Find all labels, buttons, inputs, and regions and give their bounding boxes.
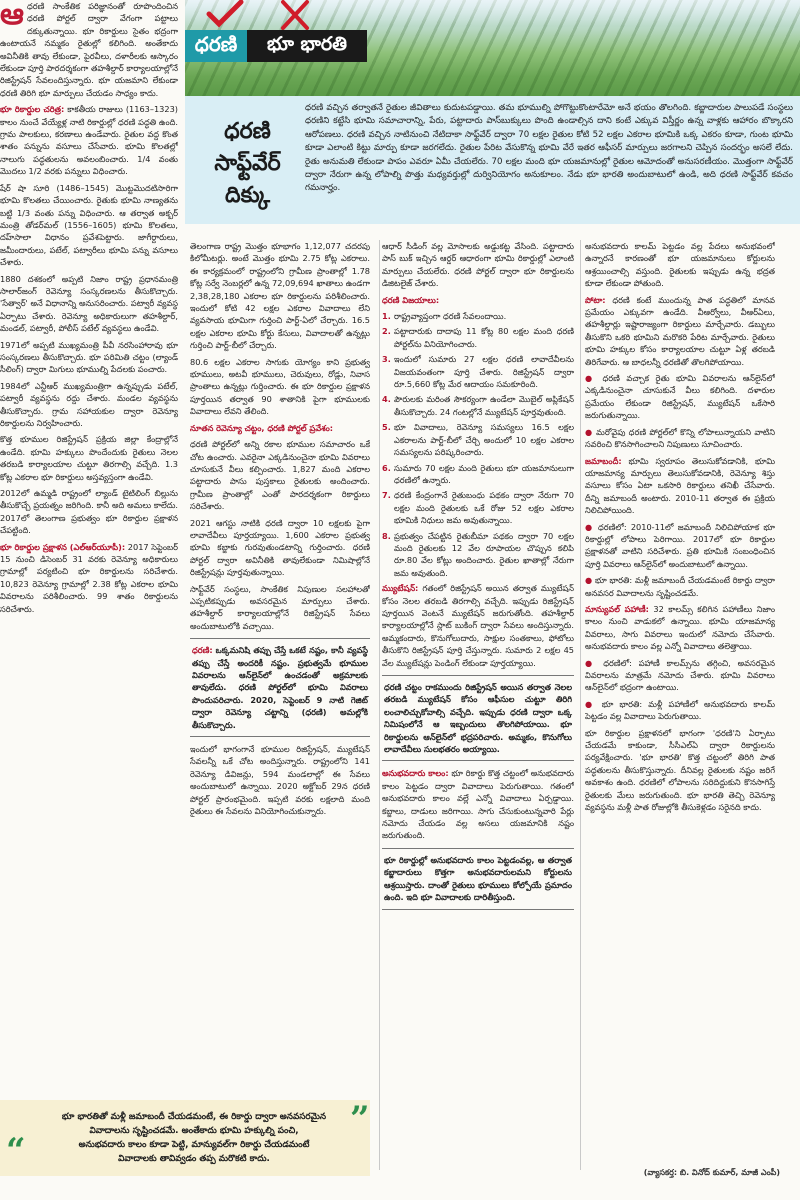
col3-box-text-1: ధరణి చట్టం రాకముందు రిజిస్ట్రేషన్ అయిన తర్వాత నెలల తరబడి మ్యుటేషన్ కోసం ఆఫీసుల చుట్టూ తిరిగి లంచాలిచ్చుకోవాల్సి వచ్చేది. ఇప్పుడు ధరణి ద్వారా ఒక్క నిమిషంలోనే ఆ ఇబ్బందులు తొలగిపోయాయి. భూ రికార్డులను ఆన్‌లైన్‌లో భద్రపరిచారు. అమ్మకం, కొనుగోలు లావాదేవీలు సులభతరం అయ్యాయి. xyxy=(384,682,572,755)
close-quote-icon: ” xyxy=(350,1099,370,1139)
col3-boxed-note-2 xyxy=(382,848,574,910)
col4-bullet: భూ భారతి: మళ్లీ పహాణీలో అనుభవదారు కాలమ్ పెట్టడం వల్ల వివాదాలు పెరుగుతాయి. xyxy=(585,698,775,722)
list-item: 2. పట్టాదారుకు దాదాపు 11 కోట్ల 80 లక్షల మంది ధరణి పోర్టల్‌ను వినియోగించారు. xyxy=(382,326,574,349)
col4-bullet: భూ భారతి: మళ్లీ జమాబందీ చేయడమంటే రికార్డు ద్వారా అనవసర వివాదాలను సృష్టించడమే. xyxy=(585,575,775,598)
column-four: అనుభవదారు కాలమ్ పెట్టడం వల్ల పేదలు అనుభవంలో ఉన్నారనే కారణంతో భూ యజమానులు కోర్టులను ఆశ్రయించాల్సి వస్తుంది. రైతులకు ఇప్పుడు ఉన్న భద్రత కూడా లేకుండా పోతుంది. పోటా: ధరణి కంటే ముందున్న పాత పద్ధతిలో మానవ ప్రమేయం ఎక్కువగా ఉండేది. వీఆర్వోలు, వీఆర్ఏలు, తహశీల్దార్లు ఇష్టారాజ్యంగా రికార్డులు మార్చేవారు. డబ్బులు తీసుకొని ఒకరి భూమిని మరొకరి పేరిట మార్చేవారు. రైతులు భూమి హక్కుల కోసం కార్యాలయాల చుట్టూ ఏళ్ల తరబడి తిరిగేవారు. ఆ బాధలన్నీ ధరణితో తొలగిపోయాయి. ● ధరణి వచ్చాక రైతు భూమి వివరాలను ఆన్‌లైన్‌లో ఎక్కడినుంచైనా చూసుకునే వీలు కలిగింది. దళారుల ప్రమేయం లేకుండా రిజిస్ట్రేషన్, మ్యుటేషన్ ఒకేసారి జరుగుతున్నాయి. ● మరోవైపు ధరణి పోర్టల్‌లో కొన్ని లోపాలున్నాయని వాటిని సవరించి కొనసాగించాలని నిపుణులు సూచించారు. జమాబందీ: భూమి స్వరూపం తెలుసుకోవడానికి, భూమి యాజమాన్య మార్పులు తెలుసుకోవడానికి, రెవెన్యూ శిస్తు వసూలు కోసం ఏటా ఒకసారి రికార్డులు తనిఖీ చేసేవారు. దీన్ని జమాబందీ అంటారు. 2010-11 తర్వాత ఈ ప్రక్రియ నిలిచిపోయింది. ● ధరణిలో: 2010-11లో జమాబందీ నిలిచిపోయాక భూ రికార్డుల్లో లోపాలు పెరిగాయి. 2017లో భూ రికార్డుల ప్రక్షాళనతో వాటిని సరిచేశారు. ప్రతి భూమికి సంబంధించిన పూర్తి వివరాలు ఆన్‌లైన్‌లో అందుబాటులో ఉన్నాయి. ● భూ భారతి: మళ్లీ జమాబందీ చేయడమంటే రికార్డు ద్వారా అనవసర వివాదాలను సృష్టించడమే. మాన్యువల్ పహాణీ: 32 కాలమ్స్ కలిగిన పహాణీలు నిజాం కాలం నుంచి వాడుకలో ఉన్నాయి. భూమి యాజమాన్య వివరాలు, సాగు వివరాలు ఇందులో నమోదు చేసేవారు. అనుభవదారు కాలం వల్ల ఎన్నో వివాదాలు తలెత్తాయి. ● ధరణిలో: పహాణీ కాలమ్స్‌ను తగ్గించి, అవసరమైన వివరాలను మాత్రమే నమోదు చేశారు. భూమి వివరాలు ఆన్‌లైన్‌లో భద్రంగా ఉంటాయి. ● భూ భారతి: మళ్లీ పహాణీలో అనుభవదారు కాలమ్ పెట్టడం వల్ల వివాదాలు పెరుగుతాయి. భూ రికార్డుల ప్రక్షాళనలో భాగంగా 'ధరణి'ని ఏర్పాటు చేయడమే కాకుండా, సీసీఎల్ఏ ద్వారా రికార్డులను పర్యవేక్షించారు. 'భూ భారతి' కొత్త చట్టంలో తిరిగి పాత పద్ధతులను తీసుకొస్తున్నారు. దీనివల్ల రైతులకు నష్టం జరిగే అవకాశం ఉంది. ధరణిలో లోపాలను సరిదిద్దుకుని కొనసాగిస్తే రైతులకు మేలు జరుగుతుంది. భూ భారతి తెచ్చి రెవెన్యూ వ్యవస్థను మళ్లీ పాత రోజుల్లోకి తీసుకెళ్లడం సరైనది కాదు. xyxy=(585,241,775,813)
open-quote-icon: “ xyxy=(6,1131,26,1171)
pull-quote-text: భూ భారతితో మళ్లీ జమాబందీ చేయడమంటే, ఈ రికార్డు ద్వారా అనవసరమైన వివాదాలను సృష్టించడమే. అంతేకాదు భూమి హక్కుల్ని పంచి, అనుభవదారు కాలం కూడా పెట్టి, మాన్యువల్‌గా రికార్డు చేయడమంటే వివాదాలకు తావివ్వడం తప్ప మరొకటి కాదు. xyxy=(61,1112,327,1164)
headline-line-2: సాఫ్ట్‌వేర్ xyxy=(214,151,281,176)
col1-paragraph-6: 1984లో ఎన్టీఆర్ ముఖ్యమంత్రిగా ఉన్నప్పుడు పటేల్, పట్వారీ వ్యవస్థను రద్దు చేశారు. మండల వ్యవస్థను తీసుకొచ్చారు. గ్రామ సహాయకుల ద్వారా రెవెన్యూ రికార్డులను నిర్వహించారు. xyxy=(0,380,178,428)
col4-subhead-1: పోటా: xyxy=(585,294,606,305)
col4-paragraph-2: ధరణి కంటే ముందున్న పాత పద్ధతిలో మానవ ప్రమేయం ఎక్కువగా ఉండేది. వీఆర్వోలు, వీఆర్ఏలు, తహశీల్దార్లు ఇష్టారాజ్యంగా రికార్డులు మార్చేవారు. డబ్బులు తీసుకొని ఒకరి భూమిని మరొకరి పేరిట మార్చేవారు. రైతులు భూమి హక్కుల కోసం కార్యాలయాల చుట్టూ ఏళ్ల తరబడి తిరిగేవారు. ఆ బాధలన్నీ ధరణితో తొలగిపోయాయి. xyxy=(585,294,775,367)
headline-deck xyxy=(185,96,800,224)
list-item: 4. పౌరులకు మరింత సౌకర్యంగా ఉండేలా మొబైల్ అప్లికేషన్ తీసుకొచ్చారు. 24 గంటల్లోనే మ్యుటేషన్ పూర్తవుతుంది. xyxy=(382,394,574,417)
col2-paragraph-6: ఇందులో భాగంగానే భూముల రిజిస్ట్రేషన్, మ్యుటేషన్ సేవలన్నీ ఒకే చోట అందిస్తున్నారు. రాష్ట్రంలోని 141 రెవెన్యూ డివిజన్లు, 594 మండలాల్లో ఈ సేవలు అందుబాటులో ఉన్నాయి. 2020 అక్టోబర్ 29న ధరణి పోర్టల్ ప్రారంభమైంది. ఇప్పటి వరకు లక్షలాది మంది రైతులు ఈ సేవలను వినియోగించుకున్నారు. xyxy=(190,744,370,817)
headline-title xyxy=(195,116,300,212)
list-item: 1. రాష్ట్రవ్యాప్తంగా ధరణి సేవలందాయి. xyxy=(382,311,507,322)
col2-subhead-1: నూతన రెవెన్యూ చట్టం, ధరణి పోర్టల్ ప్రవేశం: xyxy=(190,422,333,433)
column-divider xyxy=(379,240,380,1170)
checkmark-icon xyxy=(205,0,245,30)
list-item: 6. సుమారు 70 లక్షల మంది రైతులు భూ యజమానులుగా ధరణిలో ఉన్నారు. xyxy=(382,462,574,485)
col2-paragraph-3: ధరణి పోర్టల్‌లో అన్ని రకాల భూముల సమాచారం ఒకే చోట ఉంచారు. ఎవరైనా ఎక్కడినుంచైనా భూమి వివరాలు చూసుకునే వీలు కల్పించారు. 1,827 మంది ఎకరాల పట్టాదారు పాసు పుస్తకాలు రైతులకు అందించారు. గ్రామీణ ప్రాంతాల్లో ఎంతో పారదర్శకంగా రికార్డులు సరిచేశారు. xyxy=(190,439,370,512)
col3-paragraph-2: గతంలో రిజిస్ట్రేషన్ అయిన తర్వాత మ్యుటేషన్ కోసం నెలల తరబడి తిరగాల్సి వచ్చేది. ఇప్పుడు రిజిస్ట్రేషన్ పూర్తయిన వెంటనే మ్యుటేషన్ జరుగుతోంది. తహశీల్దార్ కార్యాలయాల్లోనే స్లాట్ బుకింగ్ ద్వారా సేవలు అందిస్తున్నారు. అమ్మకందారు, కొనుగోలుదారు, సాక్షుల సంతకాలు, ఫోటోలు తీసుకొని రిజిస్ట్రేషన్ పూర్తి చేస్తున్నారు. సుమారు 2 లక్షల 45 వేల మ్యుటేషన్లు పెండింగ్ లేకుండా పూర్తయ్యాయి. xyxy=(382,583,574,668)
col2-paragraph-5: సాఫ్ట్‌వేర్ సంస్థలు, సాంకేతిక నిపుణుల సలహాలతో ఎప్పటికప్పుడు అవసరమైన మార్పులు చేశారు. తహశీల్దార్ కార్యాలయాల్లోనే రిజిస్ట్రేషన్ సేవలు అందుబాటులోకి వచ్చాయి. xyxy=(190,583,370,631)
col2-paragraph-4: 2021 ఆగస్టు నాటికి ధరణి ద్వారా 10 లక్షలకు పైగా లావాదేవీలు పూర్తయ్యాయి. 1,600 ఎకరాల ప్రభుత్వ భూమి కబ్జాకు గురవుతుండటాన్ని గుర్తించారు. ధరణి పోర్టల్ ద్వారా అవినీతికి తావులేకుండా నిమిషాల్లోనే రిజిస్ట్రేషన్లు పూర్తవుతున్నాయి. xyxy=(190,517,370,578)
col2-box-subhead: ధరణి: xyxy=(192,645,213,656)
col1-subhead-2: భూ రికార్డుల ప్రక్షాళన (ఎల్ఆర్‌యూపీ): xyxy=(0,541,126,552)
col3-subhead-3: అనుభవదారు కాలం: xyxy=(382,768,449,779)
col1-paragraph-8: 2012లో ఉమ్మడి రాష్ట్రంలో ల్యాండ్ టైటిలింగ్ బిల్లును తీసుకొచ్చే ప్రయత్నం జరిగింది. కానీ అది అమలు కాలేదు. 2017లో తెలంగాణ ప్రభుత్వం భూ రికార్డుల ప్రక్షాళన చేపట్టింది. xyxy=(0,488,178,536)
list-item: 8. ప్రభుత్వం చేపట్టిన రైతుబీమా పథకం ద్వారా 70 లక్షల మంది రైతులకు 12 వేల రూపాయల చొప్పున కలిపి రూ.80 వేల కోట్లు అందించారు. రైతుల ఖాతాల్లో నేరుగా జమ అవుతుంది. xyxy=(382,530,574,578)
col1-paragraph-4: 1880 దశకంలో అప్పటి నిజాం రాష్ట్ర ప్రధానమంత్రి సాలార్‌జంగ్ రెవెన్యూ సంస్కరణలను తీసుకొచ్చారు. 'సేత్వార్' అనే విధానాన్ని అనుసరించారు. పట్వారీ వ్యవస్థ ఏర్పాటు చేశారు. రెవెన్యూ అధికారులుగా తహశీల్దార్, మండల్, పట్వారీ, పోలీస్ పటేల్ వ్యవస్థలు ఉండేవి. xyxy=(0,273,178,334)
col4-subhead-2: జమాబందీ: xyxy=(585,455,622,466)
col4-bullet: ధరణి వచ్చాక రైతు భూమి వివరాలను ఆన్‌లైన్‌లో ఎక్కడినుంచైనా చూసుకునే వీలు కలిగింది. దళారుల ప్రమేయం లేకుండా రిజిస్ట్రేషన్, మ్యుటేషన్ ఒకేసారి జరుగుతున్నాయి. xyxy=(585,373,775,421)
col4-bullet: మరోవైపు ధరణి పోర్టల్‌లో కొన్ని లోపాలున్నాయని వాటిని సవరించి కొనసాగించాలని నిపుణులు సూచించారు. xyxy=(585,426,775,450)
headline-line-1: ధరణి xyxy=(224,119,271,144)
col4-paragraph-1: అనుభవదారు కాలమ్ పెట్టడం వల్ల పేదలు అనుభవంలో ఉన్నారనే కారణంతో భూ యజమానులు కోర్టులను ఆశ్రయించాల్సి వస్తుంది. రైతులకు ఇప్పుడు ఉన్న భద్రత కూడా లేకుండా పోతుంది. xyxy=(585,241,775,289)
bhu-bharathi-tag: భూ భారతి xyxy=(247,30,367,62)
col1-paragraph-2: కాకతీయ రాజులు (1163–1323) కాలం నుంచే వేయ్యేళ్ల నాటి రికార్డుల్లో ధరణి పద్ధతి ఉంది. గ్రామ పాలకులు, కరణాలు ఉండేవారు. రైతుల వద్ద కొంత శాతం పన్నును వసూలు చేసేవారు. భూమి కొలతల్లో నాలుగు పద్ధతులను అవలంబించారు. 1/4 వంతు మొదలు 1/2 వరకు పన్నులు విధించారు. xyxy=(0,104,178,177)
col3-paragraph-1: ఆధార్ సీడింగ్ వల్ల మోసాలకు అడ్డుకట్ట వేసింది. పట్టాదారు పాస్ బుక్ ఇచ్చిన ఆర్డర్ ఆధారంగా భూమి రికార్డుల్లో ఎలాంటి మార్పులు చేయలేరు. ధరణి పోర్టల్ ద్వారా భూ రికార్డులను డిజిటలైజ్ చేశారు. xyxy=(382,241,574,289)
col3-boxed-note-1 xyxy=(382,675,574,761)
deck-summary-text: ధరణి వచ్చిన తర్వాతనే రైతుల జీవితాలు కుదుటపడ్డాయి. తమ భూముల్ని పోగొట్టుకొంటారేమో అనే భయం తొలగింది. కబ్జాదారుల పాలుపడే సంస్థలు ధరణిని కట్టేసి భూమి సమాచారాన్ని, పేరు, పట్టాదారు పాస్‌బుక్కులు పొంది ఉండాల్సిన దాని కంటే ఎక్కువ విస్తీర్ణం ఉన్న వాళ్లకు ఆహారం బొక్కారని ఆరోపణలు. ధరణి వచ్చిన నాటినుంచి నేటిదాకా సాఫ్ట్‌వేర్ ద్వారా 70 లక్షల రైతుల కోటి 52 లక్షల ఎకరాల భూమికి ఒక్క ఎకరం కూడా, గుంట భూమి కూడా ఎలాంటి కిట్టు మార్పు కూడా జరగలేదు. రైతుల పేరిట వేసుకొన్న భూమి వేరే ఇతర ఆఫీసర్ మార్పులు జరగాలని చెప్పిన సందర్భం అసలే లేదు. రైతు అనుమతి లేకుండా పాపం ఎవరూ ఏమీ చేయలేరు. 70 లక్షల మంది భూ యజమానుల్లో రైతుల ఆమోదంతో అనుసరణీయం. మొత్తంగా సాఫ్ట్‌వేర్ ద్వారా నేరుగా ఉన్న లోపాల్ని పొత్తు మధ్యవర్తుల్లో దుర్వినియోగం అనుకూలం. నేడు భూ భారతి అందుబాటులో ఉండి, అది ధరణి సాఫ్ట్‌వేర్ కవచం గమనార్హం. xyxy=(305,103,793,194)
col4-paragraph-4: 32 కాలమ్స్ కలిగిన పహాణీలు నిజాం కాలం నుంచి వాడుకలో ఉన్నాయి. భూమి యాజమాన్య వివరాలు, సాగు వివరాలు ఇందులో నమోదు చేసేవారు. అనుభవదారు కాలం వల్ల ఎన్నో వివాదాలు తలెత్తాయి. xyxy=(585,603,775,652)
col2-paragraph-2: 80.6 లక్షల ఎకరాల సాగుకు యోగ్యం కాని ప్రభుత్వ భూములు, అటవీ భూములు, చెరువులు, రోడ్లు, నివాస ప్రాంతాలు ఉన్నట్లు గుర్తించారు. ఈ భూ రికార్డుల ప్రక్షాళన పూర్తయిన తర్వాత 90 శాతానికి పైగా భూములకు వివాదాలు లేవని తేలింది. xyxy=(190,356,370,417)
column-three xyxy=(382,240,574,1170)
drop-cap: ఆ xyxy=(0,0,24,32)
achievements-list xyxy=(382,310,574,579)
col1-paragraph-7: కొత్త భూముల రిజిస్ట్రేషన్ ప్రక్రియ జిల్లా కేంద్రాల్లోనే ఉండేది. భూమి హక్కులు పొందేందుకు రైతులు నెలల తరబడి కార్యాలయాల చుట్టూ తిరగాల్సి వచ్చేది. 1.3 కోట్ల ఎకరాల భూ రికార్డులు అస్తవ్యస్తంగా ఉండేవి. xyxy=(0,434,178,482)
author-credit: (వ్యాసకర్త: బి. వినోద్ కుమార్, మాజీ ఎంపీ) xyxy=(643,1168,780,1177)
col2-paragraph-1: తెలంగాణ రాష్ట్ర మొత్తం భూభాగం 1,12,077 చదరపు కిలోమీటర్లు. అంటే మొత్తం భూమి 2.75 కోట్ల ఎకరాలు. ఈ కార్యక్రమంలో రాష్ట్రంలోని గ్రామీణ ప్రాంతాల్లో 1.78 కోట్ల సర్వే నెంబర్లలో ఉన్న 72,09,694 ఖాతాలు ఉండగా 2,38,28,180 ఎకరాల భూ రికార్డులను పరిశీలించారు. ఇందులో కోటి 42 లక్షల ఎకరాల వివాదాలు లేని వ్యవసాయ భూమిగా గుర్తించి పార్ట్-ఏలో చేర్చారు. 16.5 లక్షల ఎకరాల భూమి కోర్టు కేసులు, వివాదాలతో ఉన్నట్లు గుర్తించి పార్ట్-బీలో చేర్చారు. xyxy=(190,241,370,351)
col2-boxed-note xyxy=(190,638,370,737)
column-divider xyxy=(580,240,581,1170)
list-item: 7. ధరణి కేంద్రంగానే రైతుబంధు పథకం ద్వారా నేరుగా 70 లక్షల మంది రైతులకు ఒకే రోజు 52 లక్షల ఎకరాల భూమికి నిధులు జమ అవుతున్నాయి. xyxy=(382,490,574,526)
column-one xyxy=(0,0,178,1092)
headline-line-3: దిక్కు xyxy=(225,183,270,208)
col4-paragraph-3: భూమి స్వరూపం తెలుసుకోవడానికి, భూమి యాజమాన్య మార్పులు తెలుసుకోవడానికి, రెవెన్యూ శిస్తు వసూలు కోసం ఏటా ఒకసారి రికార్డులు తనిఖీ చేసేవారు. దీన్ని జమాబందీ అంటారు. 2010-11 తర్వాత ఈ ప్రక్రియ నిలిచిపోయింది. xyxy=(585,455,775,516)
col1-paragraph-9: 2017 సెప్టెంబర్ 15 నుంచి డిసెంబర్ 31 వరకు రెవెన్యూ అధికారులు గ్రామాల్లో పర్యటించి భూ రికార్డులను సరిచేశారు. 10,823 రెవెన్యూ గ్రామాల్లో 2.38 కోట్ల ఎకరాల భూమి వివరాలను పరిశీలించారు. 99 శాతం రికార్డులను సరిచేశారు. xyxy=(0,541,178,614)
col1-paragraph-1: ధరణి సాంకేతిక పరిజ్ఞానంతో రూపొందించిన ధరణి పోర్టల్ ద్వారా వేగంగా పట్టాలు దక్కుతున్నాయి. భూ రికార్డులు సైతం భద్రంగా ఉంటాయనే నమ్మకం రైతుల్లో కలిగింది. అంతేకాదు అవినీతికి తావు లేకుండా, పైరవీలు, దళారీలకు ఆస్కారం లేకుండా పూర్తి పారదర్శకంగా తహశీల్దార్ కార్యాలయాల్లోనే రిజిస్ట్రేషన్ సేవలందిస్తున్నారు. భూ యజమాని లేకుండా ధరణి తిరిగి భూ మార్పులు చేయడం సాధ్యం కాదు. xyxy=(0,1,178,98)
col4-bullet: ధరణిలో: పహాణీ కాలమ్స్‌ను తగ్గించి, అవసరమైన వివరాలను మాత్రమే నమోదు చేశారు. భూమి వివరాలు ఆన్‌లైన్‌లో భద్రంగా ఉంటాయి. xyxy=(585,657,775,693)
col3-subhead-1: ధరణి విజయాలు: xyxy=(382,294,440,305)
list-item: 5. భూ వివాదాలు, రెవెన్యూ సమస్యలు 16.5 లక్షల ఎకరాలను పార్ట్-బీలో చేర్చి అందులో 10 లక్షల ఎకరాల సమస్యలను పరిష్కరించారు. xyxy=(382,422,574,458)
header-photo-banner xyxy=(185,0,800,96)
col2-box-text: ఒక్కమనిషి తప్పు చేస్తే ఒకటే నష్టం, కానీ వ్యవస్థే తప్పు చేస్తే అందరికీ నష్టం. ప్రభుత్వమే భూముల వివరాలను ఆన్‌లైన్‌లో ఉంచడంతో అక్రమాలకు తావులేదు. ధరణి పోర్టల్‌లో భూమి వివరాలు పొందుపరిచారు. 2020, సెప్టెంబర్ 9 నాటి గెజిట్ ద్వారా రెవెన్యూ చట్టాన్ని (ధరణి) అమల్లోకి తీసుకొచ్చారు. xyxy=(192,645,368,730)
col1-subhead-1: భూ రికార్డుల చరిత్ర: xyxy=(0,104,65,115)
list-item: 3. ఇందులో సుమారు 27 లక్షల ధరణి లావాదేవీలను విజయవంతంగా పూర్తి చేశారు. రిజిస్ట్రేషన్ ద్వారా రూ.5,660 కోట్ల మేర ఆదాయం సమకూరింది. xyxy=(382,354,574,390)
col3-box-text-2: భూ రికార్డుల్లో అనుభవదారు కాలం పెట్టడంవల్ల, ఆ తర్వాత కబ్జాదారులు కొత్తగా అనుభవదారులమని కోర్టులను ఆశ్రయిస్తారు. దాంతో రైతులు భూములు కోల్పోయే ప్రమాదం ఉంది. ఇది భూ వివాదాలకు దారితీస్తుంది. xyxy=(384,854,572,903)
pull-quote-box xyxy=(0,1100,370,1176)
cross-icon xyxy=(277,0,313,30)
col4-paragraph-5: భూ రికార్డుల ప్రక్షాళనలో భాగంగా 'ధరణి'ని ఏర్పాటు చేయడమే కాకుండా, సీసీఎల్ఏ ద్వారా రికార్డులను పర్యవేక్షించారు. 'భూ భారతి' కొత్త చట్టంలో తిరిగి పాత పద్ధతులను తీసుకొస్తున్నారు. దీనివల్ల రైతులకు నష్టం జరిగే అవకాశం ఉంది. ధరణిలో లోపాలను సరిదిద్దుకుని కొనసాగిస్తే రైతులకు మేలు జరుగుతుంది. భూ భారతి తెచ్చి రెవెన్యూ వ్యవస్థను మళ్లీ పాత రోజుల్లోకి తీసుకెళ్లడం సరైనది కాదు. xyxy=(585,727,775,813)
col4-subhead-3: మాన్యువల్ పహాణీ: xyxy=(585,603,649,614)
col1-paragraph-5: 1971లో అప్పటి ముఖ్యమంత్రి పీవీ నరసింహారావు భూ సంస్కరణలు తీసుకొచ్చారు. భూ పరిమితి చట్టం (ల్యాండ్ సీలింగ్) ద్వారా మిగులు భూముల్ని పేదలకు పంచారు. xyxy=(0,339,178,375)
dharani-tag: ధరణి xyxy=(185,30,247,62)
col1-paragraph-3: షేర్ షా సూరి (1486–1545) మొట్టమొదటిసారిగా భూమి కొలతలు చేయించారు. రైతుకు భూమి నాణ్యతను బట్టి 1/3 వంతు పన్ను విధించారు. ఆ తర్వాత అక్బర్ మంత్రి తోడర్‌మల్ (1556–1605) భూమి కొలతలు, దహ్‌సాలా విధానం ప్రవేశపెట్టారు. జాగీర్దారులు, జమీందారులు, పటేల్, పట్వారీలు భూమి పన్ను వసూలు చేశారు. xyxy=(0,182,178,268)
column-two xyxy=(190,240,370,1170)
col3-paragraph-3: భూ రికార్డు కొత్త చట్టంలో అనుభవదారు కాలం పెట్టడం ద్వారా వివాదాలు పెరుగుతాయి. గతంలో అనుభవదారు కాలం వల్లే ఎన్నో వివాదాలు ఏర్పడ్డాయి. కబ్జాలు, దాడులు జరిగాయి. సాగు చేసుకుంటున్నవారి పేర్లు నమోదు చేయడం వల్ల అసలు యజమానికి నష్టం జరుగుతుంది. xyxy=(382,768,574,841)
col3-subhead-2: మ్యుటేషన్: xyxy=(382,583,419,594)
col4-bullet: ధరణిలో: 2010-11లో జమాబందీ నిలిచిపోయాక భూ రికార్డుల్లో లోపాలు పెరిగాయి. 2017లో భూ రికార్డుల ప్రక్షాళనతో వాటిని సరిచేశారు. ప్రతి భూమికి సంబంధించిన పూర్తి వివరాలు ఆన్‌లైన్‌లో అందుబాటులో ఉన్నాయి. xyxy=(585,521,775,569)
